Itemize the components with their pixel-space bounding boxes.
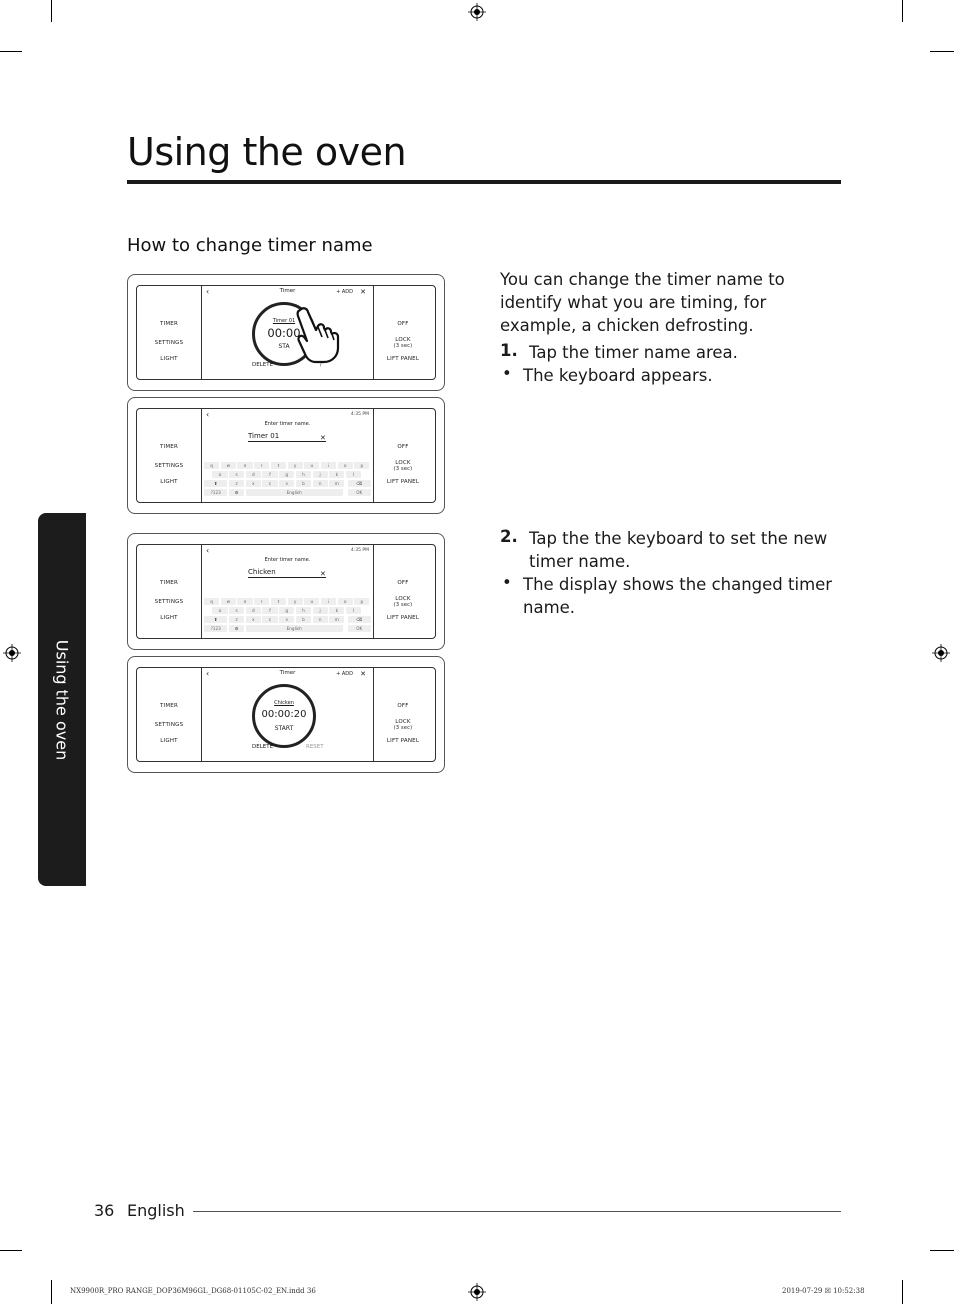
step-text: Tap the timer name area. <box>529 343 738 362</box>
timer-start-button[interactable]: START <box>274 725 294 732</box>
keyboard-key[interactable]: c <box>262 480 277 487</box>
keyboard-key[interactable]: k <box>329 471 344 478</box>
step-number: 2. <box>500 527 518 546</box>
side-label-lock: LOCK (3 sec) <box>393 460 413 472</box>
footer-rule <box>193 1211 841 1212</box>
side-label-settings: SETTINGS <box>154 463 184 469</box>
keyboard-key[interactable]: o <box>338 598 353 605</box>
backspace-key-icon[interactable]: ⌫ <box>348 616 371 623</box>
keyboard-key[interactable]: f <box>262 471 277 478</box>
keyboard-key[interactable]: b <box>296 616 311 623</box>
keyboard-key[interactable]: h <box>296 471 311 478</box>
registration-mark-icon <box>468 1283 486 1301</box>
keyboard-key[interactable]: v <box>279 480 294 487</box>
settings-key-icon[interactable]: ⚙ <box>229 489 244 496</box>
keyboard-key[interactable]: m <box>329 480 344 487</box>
keyboard-key[interactable]: m <box>329 616 344 623</box>
registration-mark-icon <box>3 644 21 662</box>
keyboard-key[interactable]: d <box>246 471 261 478</box>
keyboard-key[interactable]: x <box>246 616 261 623</box>
status-time: 4:35 PM <box>350 548 369 553</box>
crop-mark <box>0 51 22 52</box>
side-label-settings: SETTINGS <box>154 722 184 728</box>
keyboard-key[interactable]: n <box>313 616 328 623</box>
keyboard-key[interactable]: x <box>246 480 261 487</box>
keyboard-key[interactable]: i <box>321 598 336 605</box>
print-slug-file: NX9900R_PRO RANGE_DOP36M96GL_DG68-01105C-02_EN.indd 36 <box>70 1287 316 1295</box>
bullet-text: The display shows the changed timer name. <box>523 575 833 617</box>
oven-screen-timer <box>127 274 445 391</box>
side-label-lift-panel: LIFT PANEL <box>386 356 420 362</box>
side-label-settings: SETTINGS <box>154 599 184 605</box>
footer-language: English <box>127 1201 185 1220</box>
step-text: Tap the the keyboard to set the new timer name. <box>529 529 828 571</box>
timer-delete-button[interactable]: DELETE <box>252 362 274 368</box>
bullet-icon: • <box>502 573 512 592</box>
keyboard-key[interactable]: r <box>254 462 269 469</box>
settings-key-icon[interactable]: ⚙ <box>229 625 244 632</box>
keyboard-key[interactable]: v <box>279 616 294 623</box>
timer-delete-button[interactable]: DELETE <box>252 744 274 750</box>
timer-name[interactable]: Chicken <box>274 700 294 706</box>
display-title: Timer <box>279 670 296 676</box>
side-label-timer: TIMER <box>159 703 179 709</box>
page-title: Using the oven <box>127 130 407 174</box>
keyboard-key[interactable]: q <box>204 598 219 605</box>
side-label-light: LIGHT <box>160 479 178 485</box>
back-icon[interactable]: ‹ <box>206 287 210 296</box>
keyboard-key[interactable]: g <box>279 471 294 478</box>
timer-start-button[interactable]: STA <box>278 343 290 350</box>
clear-icon[interactable]: ✕ <box>320 434 326 442</box>
keyboard-key[interactable]: e <box>237 598 252 605</box>
back-icon[interactable]: ‹ <box>206 410 210 419</box>
oven-screen-keyboard <box>127 533 445 650</box>
keyboard-key[interactable]: l <box>346 607 361 614</box>
registration-mark-icon <box>468 3 486 21</box>
side-label-light: LIGHT <box>160 615 178 621</box>
keyboard <box>204 462 371 498</box>
back-icon[interactable]: ‹ <box>206 669 210 678</box>
keyboard-key[interactable]: w <box>221 462 236 469</box>
crop-mark <box>902 1280 903 1304</box>
keyboard-key[interactable]: a <box>212 471 227 478</box>
timer-name-input[interactable]: Chicken <box>248 568 326 578</box>
keyboard-key[interactable]: z <box>229 616 244 623</box>
back-icon[interactable]: ‹ <box>206 546 210 555</box>
keyboard-key[interactable]: j <box>313 607 328 614</box>
tap-indicator-icon: / <box>320 362 322 368</box>
timer-time: 00:00:20 <box>261 709 307 720</box>
display-area <box>201 545 374 638</box>
side-label-timer: TIMER <box>159 444 179 450</box>
space-key[interactable]: English <box>246 489 343 496</box>
timer-reset-button[interactable]: RESET <box>306 744 324 750</box>
keyboard-key[interactable]: l <box>346 471 361 478</box>
crop-mark <box>930 1250 954 1251</box>
crop-mark <box>51 0 52 22</box>
backspace-key-icon[interactable]: ⌫ <box>348 480 371 487</box>
keyboard-key[interactable]: j <box>313 471 328 478</box>
page-number: 36 <box>94 1201 115 1220</box>
keyboard-key[interactable]: c <box>262 616 277 623</box>
oven-screen-keyboard <box>127 397 445 514</box>
print-slug-date: 2019-07-29 ☒ 10:52:38 <box>782 1287 865 1295</box>
side-label-lock: LOCK (3 sec) <box>393 596 413 608</box>
side-label-timer: TIMER <box>159 580 179 586</box>
display-title: Timer <box>279 288 296 294</box>
side-label-lift-panel: LIFT PANEL <box>386 615 420 621</box>
side-label-settings: SETTINGS <box>154 340 184 346</box>
title-rule <box>127 180 841 184</box>
bullet-icon: • <box>502 364 512 383</box>
shift-key-icon[interactable]: ⬆ <box>204 480 227 487</box>
keyboard-key[interactable]: s <box>229 607 244 614</box>
keyboard-key[interactable]: k <box>329 607 344 614</box>
side-label-off: OFF <box>397 321 409 327</box>
crop-mark <box>902 0 903 22</box>
keyboard-key[interactable]: g <box>279 607 294 614</box>
add-timer-button[interactable]: + ADD <box>336 671 353 677</box>
prompt-text: Enter timer name. <box>264 421 311 427</box>
keyboard-key[interactable]: y <box>288 462 303 469</box>
crop-mark <box>51 1280 52 1304</box>
keyboard-key[interactable]: d <box>246 607 261 614</box>
keyboard-key[interactable]: u <box>304 462 319 469</box>
chapter-side-tab <box>38 513 86 886</box>
side-label-light: LIGHT <box>160 356 178 362</box>
side-label-lift-panel: LIFT PANEL <box>386 479 420 485</box>
side-label-off: OFF <box>397 580 409 586</box>
symbols-key[interactable]: ?123 <box>204 489 227 496</box>
crop-mark <box>0 1250 22 1251</box>
keyboard-key[interactable]: t <box>271 598 286 605</box>
crop-mark <box>930 51 954 52</box>
timer-name-input[interactable]: Timer 01 <box>248 432 326 442</box>
keyboard-key[interactable]: z <box>229 480 244 487</box>
keyboard-key[interactable]: r <box>254 598 269 605</box>
close-icon[interactable]: ✕ <box>360 288 366 296</box>
symbols-key[interactable]: ?123 <box>204 625 227 632</box>
display-area <box>201 286 374 379</box>
keyboard-key[interactable]: p <box>354 462 369 469</box>
add-timer-button[interactable]: + ADD <box>336 289 353 295</box>
keyboard-key[interactable]: p <box>354 598 369 605</box>
ok-key[interactable]: OK <box>348 625 371 632</box>
side-label-timer: TIMER <box>159 321 179 327</box>
keyboard-key[interactable]: y <box>288 598 303 605</box>
side-tab-label: Using the oven <box>52 639 72 760</box>
keyboard-key[interactable]: o <box>338 462 353 469</box>
keyboard-key[interactable]: t <box>271 462 286 469</box>
bullet-text: The keyboard appears. <box>523 366 713 385</box>
close-icon[interactable]: ✕ <box>360 670 366 678</box>
display-area <box>201 409 374 502</box>
keyboard-key[interactable]: f <box>262 607 277 614</box>
ok-key[interactable]: OK <box>348 489 371 496</box>
keyboard-key[interactable]: b <box>296 480 311 487</box>
hand-pointer-icon <box>294 306 340 364</box>
prompt-text: Enter timer name. <box>264 557 311 563</box>
status-time: 4:35 PM <box>350 412 369 417</box>
keyboard-key[interactable]: h <box>296 607 311 614</box>
timer-time: 00:00 <box>267 326 301 340</box>
keyboard-key[interactable]: u <box>304 598 319 605</box>
keyboard-key[interactable]: s <box>229 471 244 478</box>
keyboard-key[interactable]: a <box>212 607 227 614</box>
keyboard-key[interactable]: w <box>221 598 236 605</box>
side-label-lock: LOCK (3 sec) <box>393 337 413 349</box>
keyboard-key[interactable]: i <box>321 462 336 469</box>
timer-dial <box>252 684 316 748</box>
side-label-lock: LOCK (3 sec) <box>393 719 413 731</box>
section-heading: How to change timer name <box>127 235 373 256</box>
shift-key-icon[interactable]: ⬆ <box>204 616 227 623</box>
keyboard <box>204 598 371 634</box>
timer-name[interactable]: Timer 01 <box>272 318 296 324</box>
oven-screen-timer <box>127 656 445 773</box>
intro-paragraph: You can change the timer name to identify what you are timing, for example, a chicken defrosting. <box>500 270 785 335</box>
side-label-light: LIGHT <box>160 738 178 744</box>
side-label-off: OFF <box>397 703 409 709</box>
side-label-lift-panel: LIFT PANEL <box>386 738 420 744</box>
step-number: 1. <box>500 341 518 360</box>
keyboard-key[interactable]: e <box>237 462 252 469</box>
registration-mark-icon <box>932 644 950 662</box>
keyboard-key[interactable]: n <box>313 480 328 487</box>
keyboard-key[interactable]: q <box>204 462 219 469</box>
side-label-off: OFF <box>397 444 409 450</box>
clear-icon[interactable]: ✕ <box>320 570 326 578</box>
space-key[interactable]: English <box>246 625 343 632</box>
display-area <box>201 668 374 761</box>
